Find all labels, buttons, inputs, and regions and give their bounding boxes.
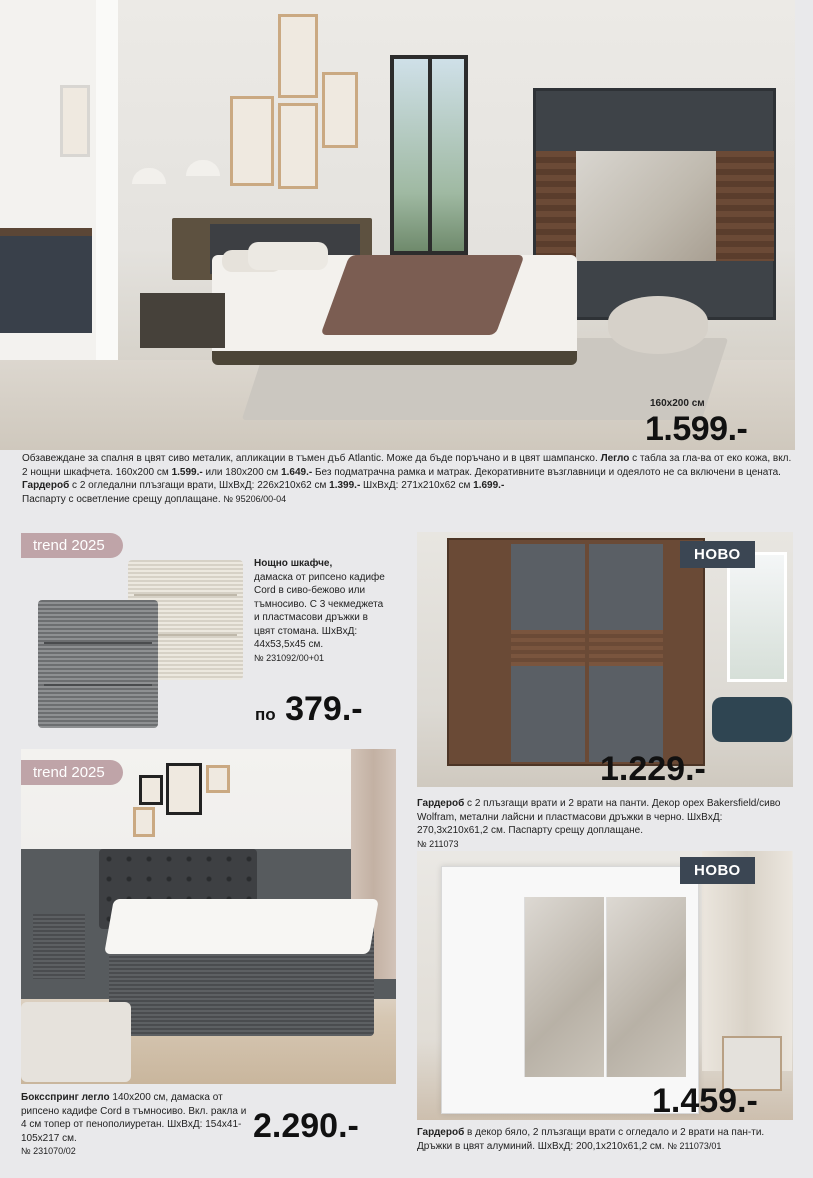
pendant-lamp [186, 160, 220, 176]
hero-nightstand [140, 293, 225, 348]
nightstand-description: Нощно шкафче, дамаска от рипсено кадифе Cord в сиво-бежово или тъмносиво. С 3 чекмеджета и пластмасови дръжки в цвят стомана. ШxВxД: 44x53,5x45 см. № 231092/00+01 [254, 558, 385, 663]
nightstand-ref: № 231092/00+01 [254, 652, 324, 663]
hero-pouf [608, 296, 708, 354]
wall-art [322, 72, 358, 148]
hero-throw [320, 255, 524, 335]
new-badge: НОВО [680, 541, 755, 568]
hero-size-label: 160x200 см [650, 398, 705, 409]
wardrobe-white-photo [417, 851, 793, 1120]
wardrobe-body [447, 538, 705, 766]
hero-pillow [248, 242, 328, 270]
nightstand-gray-image [38, 600, 158, 728]
wardrobe1-description: Гардероб с 2 плъзгащи врати и 2 врати на панти. Декор орех Bakersfield/сиво Wolfram, метални лайсни и пластмасови дръжки в черно. ШxВxД: 270,3x210x61,2 см. Паспарту срещу доплащане. № 211073 [417, 798, 781, 849]
boxspring-ref: № 231070/02 [21, 1146, 76, 1156]
wall-art [139, 775, 163, 805]
hero-price: 1.599.- [645, 410, 748, 448]
wall-art [166, 763, 202, 815]
trend-badge: trend 2025 [21, 760, 123, 785]
wall-art [278, 103, 318, 189]
wall-art [230, 96, 274, 186]
wardrobe1-ref: № 211073 [417, 838, 459, 849]
nightstand-price: по 379.- [255, 690, 363, 728]
nightstand-title: Нощно шкафче, [254, 558, 333, 569]
wardrobe2-ref: № 211073/01 [667, 1140, 722, 1151]
hero-dresser [0, 228, 92, 333]
new-badge: НОВО [680, 857, 755, 884]
rug [21, 1002, 131, 1082]
boxspring-description: Боксспринг легло 140x200 см, дамаска от рипсено кадифе Cord в тъмносиво. Вкл. ракла и 4 см топер от пенополиуретан. ШxВxД: 154x41-105x217 см. № 231070/02 [21, 1092, 247, 1156]
wall-art [206, 765, 230, 793]
nightstand [33, 914, 85, 979]
hero-bedroom-photo [0, 0, 795, 450]
pendant-lamp [132, 168, 166, 184]
wardrobe1-price: 1.229.- [600, 750, 706, 788]
wall-art [60, 85, 90, 157]
wardrobe-body [441, 866, 699, 1114]
window [727, 552, 787, 682]
boxspring-price: 2.290.- [253, 1107, 359, 1145]
wall-art [278, 14, 318, 98]
topper [104, 899, 379, 954]
wardrobe2-description: Гардероб в декор бяло, 2 плъзгащи врати с огледало и 2 врати на пан-ти. Дръжки в цвят алуминий. ШxВxД: 200,1x210x61,2 см. № 211073/01 [417, 1127, 765, 1152]
hero-column [96, 0, 118, 370]
armchair [712, 697, 792, 742]
hero-ref: № 95206/00-04 [223, 493, 287, 504]
boxspring-photo [21, 749, 396, 1084]
wall-art [133, 807, 155, 837]
wardrobe-walnut-photo [417, 532, 793, 787]
wardrobe2-price: 1.459.- [652, 1082, 758, 1120]
hero-window [390, 55, 468, 255]
hero-description: Обзавеждане за спалня в цвят сиво металик, апликации в тъмен дъб Atlantic. Може да бъде поръчано и в цвят шампанско. Легло с табла за гла-ва от еко кожа, вкл. 2 нощни шкафчета. 160x200 см 1.599.- или 180x200 см 1.649.- Без подматрачна рамка и матрак. Декоративните възглавници и одеялото не са включени в цената. Гардероб с 2 огледални плъзгащи врати, ШxВxД: 226x210x62 см 1.399.- ШxВxД: 271x210x62 см 1.699.- Паспарту с осветление срещу доплащане. № 95206/00-04 [22, 453, 792, 505]
trend-badge: trend 2025 [21, 533, 123, 558]
